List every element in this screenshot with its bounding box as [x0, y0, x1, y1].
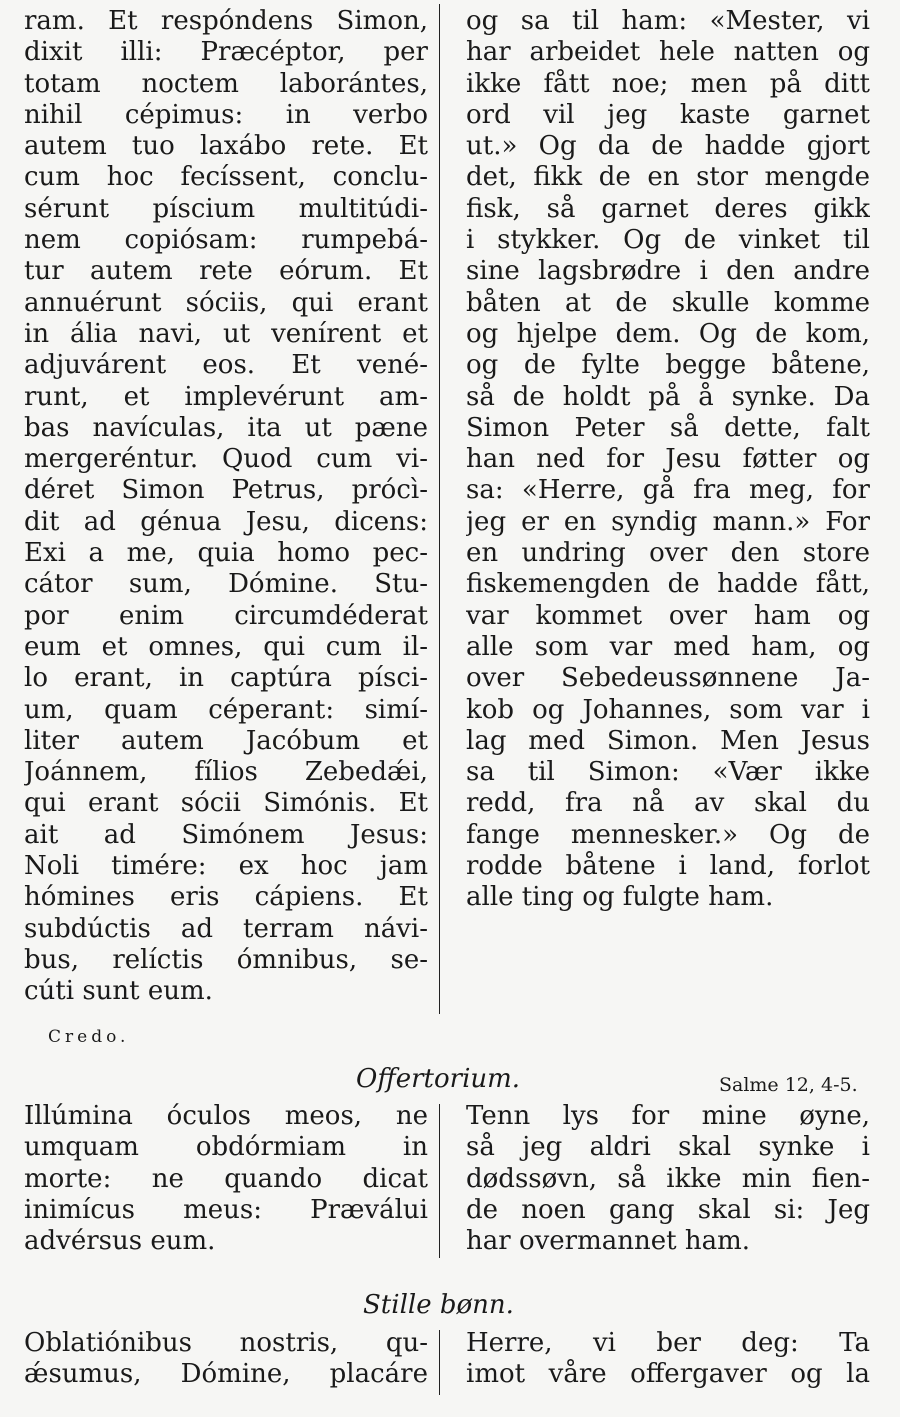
offertorium-heading: Offertorium. [356, 1064, 521, 1094]
text-line: ait ad Simónem Jesus: [24, 819, 428, 850]
text-line: dit ad génua Jesu, dicens: [24, 506, 428, 537]
text-line: nem copiósam: rumpebá- [24, 225, 428, 256]
text-line: qui erant sócii Simónis. Et [24, 788, 428, 819]
text-line: Noli timére: ex hoc jam [24, 851, 428, 882]
text-line: det, fikk de en stor mengde [466, 162, 870, 193]
gospel-norwegian-column [466, 6, 870, 1008]
text-line: og sa til ham: «Mester, vi [466, 6, 870, 36]
offertorium-norwegian-column [466, 1101, 870, 1257]
column-divider [439, 1104, 440, 1258]
text-line: alle ting og fulgte ham. [466, 882, 774, 913]
text-line: fisk, så garnet deres gikk [466, 193, 870, 224]
text-line: imot våre offergaver og la [466, 1359, 870, 1390]
text-line: cátor sum, Dómine. Stu- [24, 569, 428, 600]
text-line: sine lagsbrødre i den andre [466, 256, 870, 287]
text-line: Exi a me, quia homo pec- [24, 538, 428, 569]
text-line: redd, fra nå av skal du [466, 788, 870, 819]
text-line: i stykker. Og de vinket til [466, 225, 870, 256]
text-line: Joánnem, fílios Zebedǽi, [24, 757, 428, 788]
text-line: fiskemengden de hadde fått, [466, 569, 870, 600]
text-line: Oblatiónibus nostris, qu- [24, 1328, 428, 1358]
text-line: cum hoc fecíssent, conclu- [24, 162, 428, 193]
text-line: de noen gang skal si: Jeg [466, 1194, 870, 1225]
text-line: ram. Et respóndens Simon, [24, 6, 428, 36]
text-line: Tenn lys for mine øyne, [466, 1101, 870, 1131]
text-line: var kommet over ham og [466, 600, 870, 631]
text-line: en undring over den store [466, 538, 870, 569]
gospel-latin-column [24, 6, 428, 1008]
gospel-section [24, 6, 870, 1008]
offertorium-latin-column [24, 1101, 428, 1257]
text-line: inimícus meus: Præválui [24, 1194, 428, 1225]
text-line: mergeréntur. Quod cum vi- [24, 444, 428, 475]
stille-bonn-latin-column [24, 1328, 428, 1391]
text-line: og hjelpe dem. Og de kom, [466, 318, 870, 349]
text-line: nihil cépimus: in verbo [24, 99, 428, 130]
text-line: jeg er en syndig mann.» For [466, 506, 870, 537]
offertorium-section [24, 1101, 870, 1257]
text-line: cúti sunt eum. [24, 976, 213, 1007]
text-line: kob og Johannes, som var i [466, 694, 870, 725]
text-line: så jeg aldri skal synke i [466, 1132, 870, 1163]
text-line: sa: «Herre, gå fra meg, for [466, 475, 870, 506]
text-line: ut.» Og da de hadde gjort [466, 131, 870, 162]
text-line: så de holdt på å synke. Da [466, 381, 870, 412]
text-line: advérsus eum. [24, 1226, 216, 1257]
text-line: bas navículas, ita ut pæne [24, 412, 428, 443]
stille-bonn-heading: Stille bønn. [363, 1290, 514, 1320]
text-line: umquam obdórmiam in [24, 1132, 428, 1163]
text-line: runt, et implevérunt am- [24, 381, 428, 412]
text-line: fange mennesker.» Og de [466, 819, 870, 850]
text-line: han ned for Jesu føtter og [466, 444, 870, 475]
text-line: Simon Peter så dette, falt [466, 412, 870, 443]
text-line: adjuvárent eos. Et vené- [24, 350, 428, 381]
text-line: har arbeidet hele natten og [466, 37, 870, 68]
text-line: lo erant, in captúra písci- [24, 663, 428, 694]
text-line: Herre, vi ber deg: Ta [466, 1328, 870, 1358]
text-line: hómines eris cápiens. Et [24, 882, 428, 913]
text-line: dixit illi: Præcéptor, per [24, 37, 428, 68]
stille-bonn-section [24, 1328, 870, 1391]
text-line: ord vil jeg kaste garnet [466, 99, 870, 130]
text-line: rodde båtene i land, forlot [466, 851, 870, 882]
text-line: bus, relíctis ómnibus, se- [24, 944, 428, 975]
text-line: eum et omnes, qui cum il- [24, 631, 428, 662]
text-line: annuérunt sóciis, qui erant [24, 287, 428, 318]
text-line: dødssøvn, så ikke min fien- [466, 1163, 870, 1194]
text-line: Illúmina óculos meos, ne [24, 1101, 428, 1131]
text-line: déret Simon Petrus, prócì- [24, 475, 428, 506]
text-line: subdúctis ad terram návi- [24, 913, 428, 944]
column-divider [439, 4, 440, 1014]
text-line: og de fylte begge båtene, [466, 350, 870, 381]
text-line: ikke fått noe; men på ditt [466, 68, 870, 99]
text-line: morte: ne quando dicat [24, 1163, 428, 1194]
text-line: alle som var med ham, og [466, 631, 870, 662]
column-divider [439, 1330, 440, 1395]
text-line: lag med Simon. Men Jesus [466, 725, 870, 756]
text-line: totam noctem laborántes, [24, 68, 428, 99]
text-line: sérunt píscium multitúdi- [24, 193, 428, 224]
text-line: har overmannet ham. [466, 1226, 751, 1257]
credo-rubric: Credo. [48, 1027, 130, 1047]
text-line: liter autem Jacóbum et [24, 725, 428, 756]
text-line: um, quam céperant: simí- [24, 694, 428, 725]
text-line: over Sebedeussønnene Ja- [466, 663, 870, 694]
stille-bonn-norwegian-column [466, 1328, 870, 1391]
text-line: ǽsumus, Dómine, placáre [24, 1359, 428, 1390]
text-line: sa til Simon: «Vær ikke [466, 757, 870, 788]
psalm-reference: Salme 12, 4-5. [719, 1074, 858, 1096]
text-line: por enim circumdéderat [24, 600, 428, 631]
text-line: tur autem rete eórum. Et [24, 256, 428, 287]
text-line: in ália navi, ut venírent et [24, 318, 428, 349]
text-line: båten at de skulle komme [466, 287, 870, 318]
text-line: autem tuo laxábo rete. Et [24, 131, 428, 162]
